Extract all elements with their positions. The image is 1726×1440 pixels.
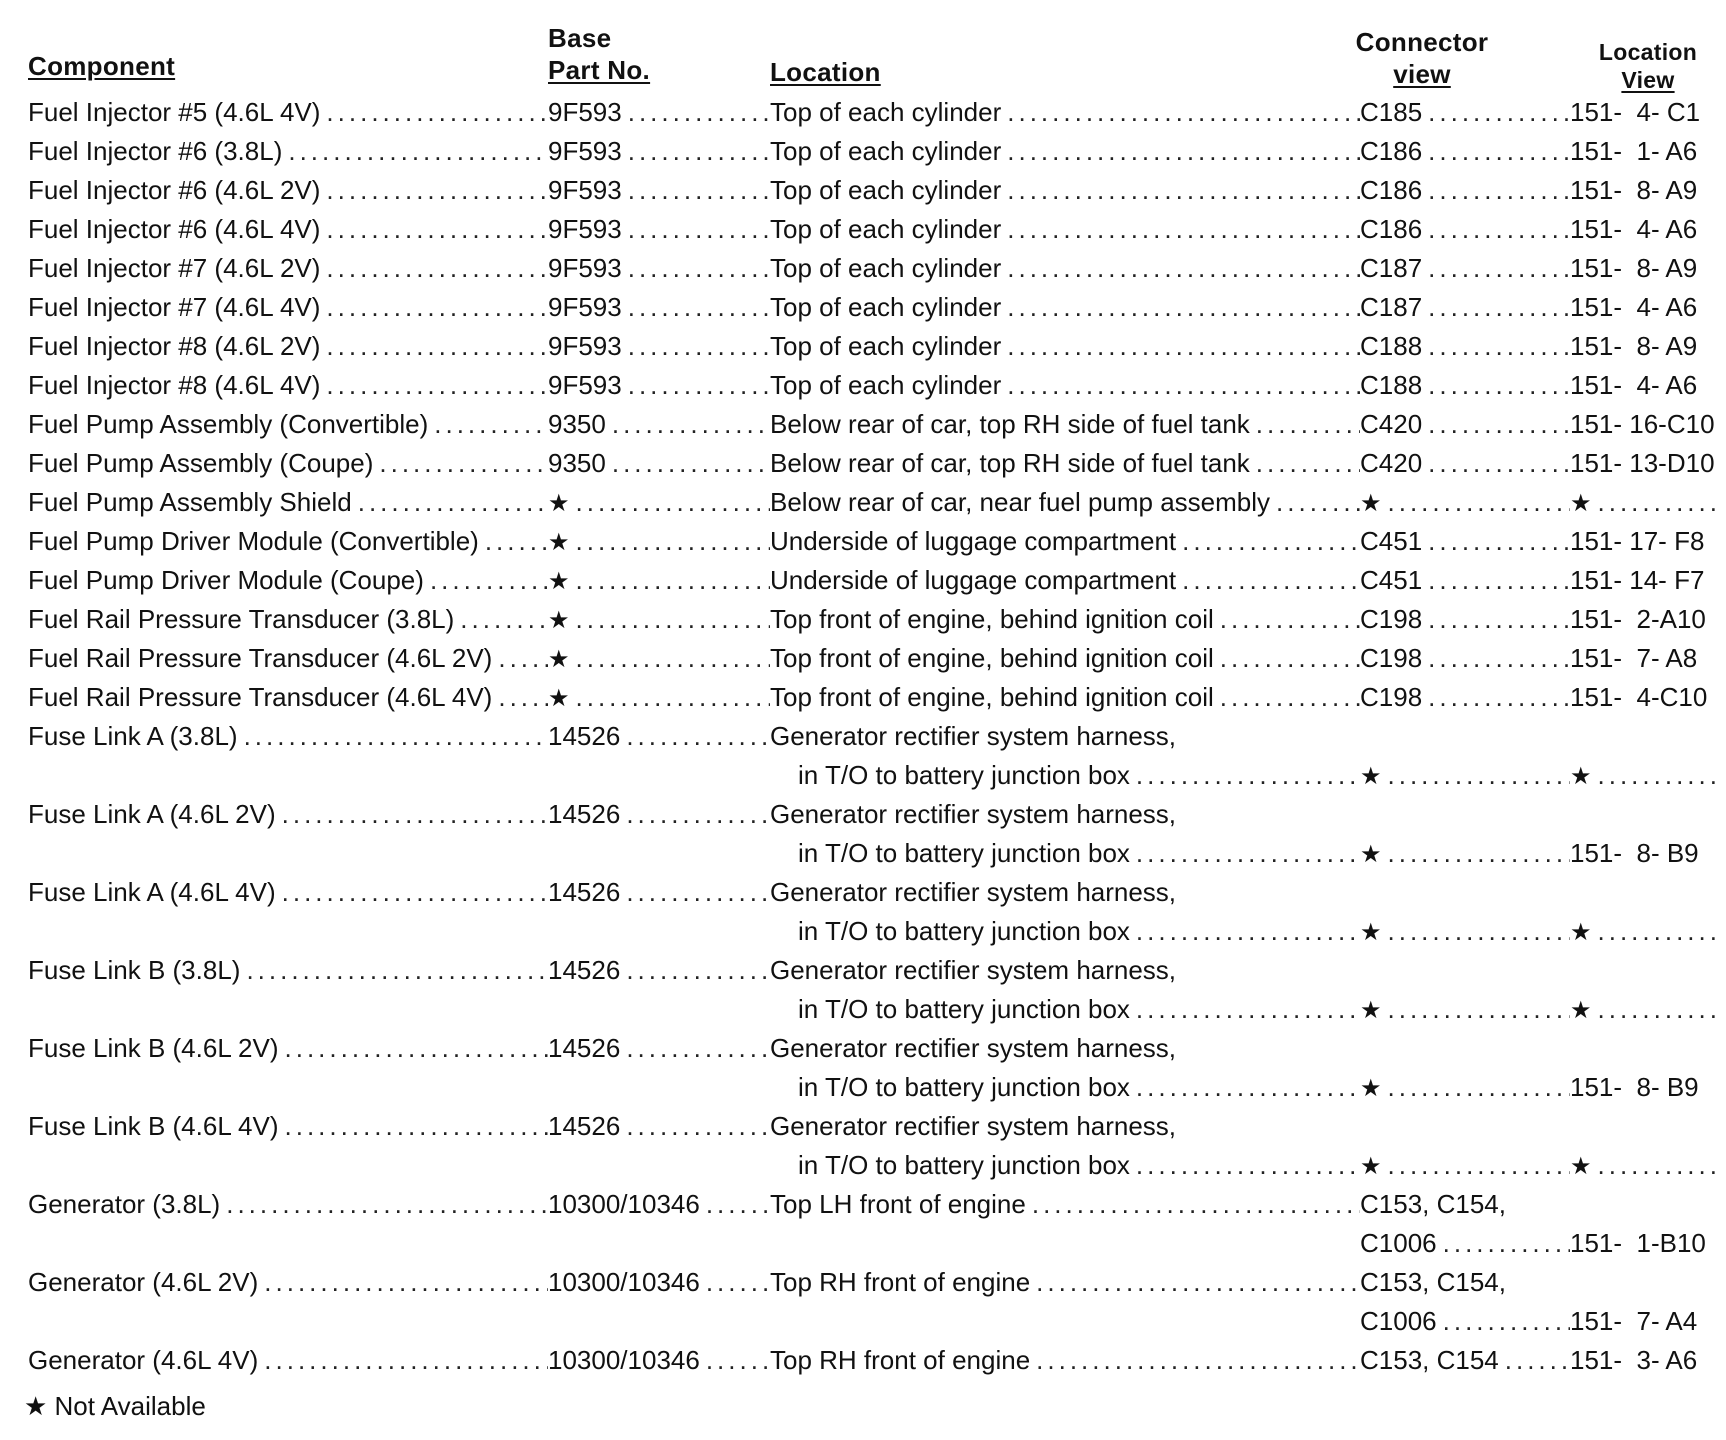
cell-part: 14526 ..... [548,1107,770,1146]
cell-part: 14526 ..... [548,717,770,756]
header-connector-line2: view [1393,59,1451,89]
cell-location: Top of each cylinder ..... [770,327,1360,366]
table-row [0,873,1726,951]
cell-component: Fuse Link A (4.6L 2V) ..... [28,795,548,834]
table-row [0,1263,1726,1341]
cell-connector: ★ ..... [1360,834,1570,873]
table-row [0,171,1726,210]
header-connector-view [1352,26,1492,90]
cell-connector-line2: C1006 ..... [1360,1224,1570,1263]
cell-view: 151- 4- A6 [1570,214,1698,244]
table-row [0,1029,1726,1107]
cell-view: ★ ..... [1570,483,1720,522]
cell-location-line2: in T/O to battery junction box ..... [798,756,1360,795]
cell-component: Fuse Link B (4.6L 2V) ..... [28,1029,548,1068]
cell-part: ★ ..... [548,639,770,678]
table-row [0,405,1726,444]
cell-part: ★ ..... [548,600,770,639]
cell-part: 14526 ..... [548,795,770,834]
cell-location: Below rear of car, near fuel pump assembly ..... [770,483,1360,522]
cell-connector-line2: C1006 ..... [1360,1302,1570,1341]
table-row [0,444,1726,483]
cell-view: 151- 8- A9 [1570,175,1698,205]
cell-connector: ★ ..... [1360,990,1570,1029]
cell-view: 151- 7- A4 [1570,1306,1698,1336]
cell-location-line2: in T/O to battery junction box ..... [798,834,1360,873]
table-row [0,717,1726,795]
cell-location-line2: in T/O to battery junction box ..... [798,990,1360,1029]
cell-component: Fuel Pump Assembly Shield ..... [28,483,548,522]
cell-location-line1: Generator rectifier system harness, [770,721,1177,751]
cell-component: Generator (4.6L 4V) ..... [28,1341,548,1380]
cell-location: Top of each cylinder ..... [770,171,1360,210]
cell-part: 9F593 ..... [548,132,770,171]
cell-part: 9350 ..... [548,405,770,444]
cell-part: 9F593 ..... [548,249,770,288]
cell-part: ★ ..... [548,522,770,561]
cell-view: ★ ..... [1570,1146,1720,1185]
table-row [0,561,1726,600]
header-component-label: Component [28,51,176,81]
cell-location-line1: Generator rectifier system harness, [770,799,1177,829]
cell-location: Underside of luggage compartment ..... [770,561,1360,600]
cell-component: Fuel Injector #7 (4.6L 2V) ..... [28,249,548,288]
cell-connector: C153, C154 ..... [1360,1341,1570,1380]
cell-part: 9F593 ..... [548,288,770,327]
cell-part: 10300/10346 ..... [548,1185,770,1224]
cell-view: 151- 4-C10 [1570,682,1708,712]
header-location-view [1590,38,1706,94]
cell-connector: C186 ..... [1360,132,1570,171]
cell-location: Top front of engine, behind ignition coil ..... [770,639,1360,678]
header-connector-line1: Connector [1355,27,1489,57]
table-row [0,600,1726,639]
cell-connector: C187 ..... [1360,249,1570,288]
cell-connector: C186 ..... [1360,210,1570,249]
cell-location-line2: in T/O to battery junction box ..... [798,1068,1360,1107]
cell-view: ★ ..... [1570,756,1720,795]
cell-location-line1: Generator rectifier system harness, [770,877,1177,907]
table-row [0,522,1726,561]
cell-component: Generator (4.6L 2V) ..... [28,1263,548,1302]
cell-location: Below rear of car, top RH side of fuel tank ..... [770,405,1360,444]
cell-view: ★ ..... [1570,912,1720,951]
cell-connector-line1: C153, C154, [1360,1267,1506,1297]
cell-component: Fuel Rail Pressure Transducer (4.6L 4V) ..... [28,678,548,717]
footnote-not-available: ★ Not Available [24,1391,206,1421]
table-row [0,1341,1726,1380]
header-location-label: Location [770,57,881,87]
cell-component: Fuse Link B (3.8L) ..... [28,951,548,990]
cell-component: Fuel Injector #6 (3.8L) ..... [28,132,548,171]
cell-part: 10300/10346 ..... [548,1263,770,1302]
cell-part: 14526 ..... [548,1029,770,1068]
cell-component: Fuel Injector #6 (4.6L 2V) ..... [28,171,548,210]
cell-connector: C451 ..... [1360,561,1570,600]
cell-part: 10300/10346 ..... [548,1341,770,1380]
cell-connector: C185 ..... [1360,93,1570,132]
table-row [0,1107,1726,1185]
cell-component: Fuel Injector #8 (4.6L 2V) ..... [28,327,548,366]
cell-part: 9F593 ..... [548,93,770,132]
cell-view: 151- 8- B9 [1570,1072,1699,1102]
cell-view: 151- 4- A6 [1570,370,1698,400]
cell-view: 151- 13-D10 [1570,448,1715,478]
cell-part: 9F593 ..... [548,366,770,405]
cell-connector: C420 ..... [1360,444,1570,483]
cell-view: 151- 8- A9 [1570,331,1698,361]
cell-connector: C420 ..... [1360,405,1570,444]
cell-connector: ★ ..... [1360,483,1570,522]
cell-component: Fuel Injector #7 (4.6L 4V) ..... [28,288,548,327]
cell-connector: C198 ..... [1360,639,1570,678]
table-row [0,93,1726,132]
cell-location: Top of each cylinder ..... [770,132,1360,171]
cell-component: Fuel Rail Pressure Transducer (4.6L 2V) ..... [28,639,548,678]
cell-view: 151- 8- A9 [1570,253,1698,283]
table-row [0,639,1726,678]
table-row [0,132,1726,171]
cell-component: Fuse Link A (3.8L) ..... [28,717,548,756]
cell-component: Fuel Pump Driver Module (Convertible) ..... [28,522,548,561]
cell-view: ★ ..... [1570,990,1720,1029]
table-body [0,93,1726,1380]
cell-connector: ★ ..... [1360,912,1570,951]
table-row [0,249,1726,288]
cell-location: Top of each cylinder ..... [770,366,1360,405]
cell-view: 151- 4- A6 [1570,292,1698,322]
table-row [0,1185,1726,1263]
cell-component: Fuse Link B (4.6L 4V) ..... [28,1107,548,1146]
cell-location-line2: in T/O to battery junction box ..... [798,1146,1360,1185]
cell-connector: C187 ..... [1360,288,1570,327]
cell-connector: C198 ..... [1360,678,1570,717]
cell-part: ★ ..... [548,561,770,600]
cell-location: Below rear of car, top RH side of fuel tank ..... [770,444,1360,483]
header-locview-line2: View [1621,67,1675,93]
table-row [0,327,1726,366]
cell-view: 151- 7- A8 [1570,643,1698,673]
cell-location: Top of each cylinder ..... [770,210,1360,249]
header-base-part [548,22,650,86]
cell-location: Top front of engine, behind ignition coil ..... [770,678,1360,717]
header-base-line2: Part No. [548,55,651,85]
header-location [770,56,881,88]
table-row [0,795,1726,873]
cell-part: 14526 ..... [548,873,770,912]
header-locview-line1: Location [1598,39,1698,65]
header-component [28,50,175,82]
cell-connector: ★ ..... [1360,1068,1570,1107]
table-row [0,366,1726,405]
cell-location: Top RH front of engine ..... [770,1263,1360,1302]
cell-part: 9F593 ..... [548,210,770,249]
table-row [0,288,1726,327]
cell-location: Underside of luggage compartment ..... [770,522,1360,561]
table-row [0,951,1726,1029]
cell-connector: ★ ..... [1360,756,1570,795]
table-row [0,678,1726,717]
header-base-line1: Base [548,23,612,53]
cell-location-line1: Generator rectifier system harness, [770,955,1177,985]
cell-view: 151- 8- B9 [1570,838,1699,868]
cell-view: 151- 2-A10 [1570,604,1706,634]
cell-connector: C451 ..... [1360,522,1570,561]
cell-location-line2: in T/O to battery junction box ..... [798,912,1360,951]
cell-location: Top of each cylinder ..... [770,93,1360,132]
cell-part: 9F593 ..... [548,171,770,210]
cell-view: 151- 17- F8 [1570,526,1705,556]
cell-component: Generator (3.8L) ..... [28,1185,548,1224]
cell-location-line1: Generator rectifier system harness, [770,1033,1177,1063]
cell-view: 151- 3- A6 [1570,1345,1698,1375]
cell-connector: C186 ..... [1360,171,1570,210]
cell-view: 151- 1- A6 [1570,136,1698,166]
cell-component: Fuse Link A (4.6L 4V) ..... [28,873,548,912]
cell-part: ★ ..... [548,678,770,717]
cell-component: Fuel Rail Pressure Transducer (3.8L) ..... [28,600,548,639]
cell-component: Fuel Injector #8 (4.6L 4V) ..... [28,366,548,405]
cell-connector: ★ ..... [1360,1146,1570,1185]
cell-connector-line1: C153, C154, [1360,1189,1506,1219]
cell-view: 151- 4- C1 [1570,97,1701,127]
cell-component: Fuel Injector #6 (4.6L 4V) ..... [28,210,548,249]
cell-connector: C188 ..... [1360,366,1570,405]
cell-connector: C198 ..... [1360,600,1570,639]
cell-location: Top RH front of engine ..... [770,1341,1360,1380]
cell-location: Top of each cylinder ..... [770,288,1360,327]
cell-part: 9F593 ..... [548,327,770,366]
table-row [0,483,1726,522]
cell-location: Top front of engine, behind ignition coil ..... [770,600,1360,639]
cell-component: Fuel Pump Driver Module (Coupe) ..... [28,561,548,600]
cell-view: 151- 16-C10 [1570,409,1715,439]
cell-location: Top of each cylinder ..... [770,249,1360,288]
cell-part: ★ ..... [548,483,770,522]
cell-part: 14526 ..... [548,951,770,990]
cell-view: 151- 14- F7 [1570,565,1705,595]
cell-component: Fuel Injector #5 (4.6L 4V) ..... [28,93,548,132]
cell-view: 151- 1-B10 [1570,1228,1706,1258]
cell-component: Fuel Pump Assembly (Coupe) ..... [28,444,548,483]
cell-location-line1: Generator rectifier system harness, [770,1111,1177,1141]
cell-part: 9350 ..... [548,444,770,483]
cell-location: Top LH front of engine ..... [770,1185,1360,1224]
table-row [0,210,1726,249]
cell-component: Fuel Pump Assembly (Convertible) ..... [28,405,548,444]
cell-connector: C188 ..... [1360,327,1570,366]
